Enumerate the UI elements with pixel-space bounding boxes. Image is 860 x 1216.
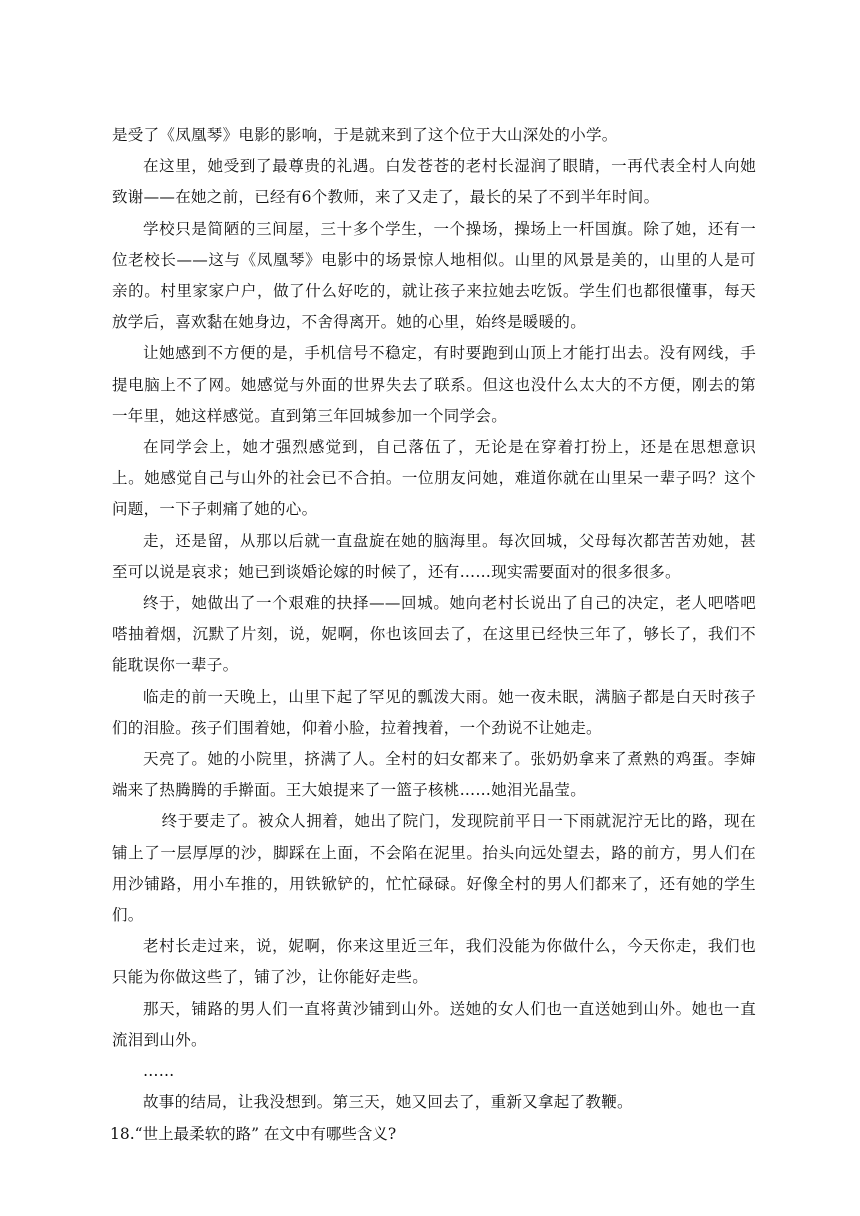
paragraph-10: 终于要走了。被众人拥着，她出了院门，发现院前平日一下雨就泥泞无比的路，现在铺上了一层厚厚的沙，脚踩在上面，不会陷在泥里。抬头向远处望去，路的前方，男人们在用沙铺路，用小车推的，用铁锨铲的，忙忙碌碌。好像全村的男人们都来了，还有她的学生们。 — [112, 812, 756, 925]
paragraph-5: 在同学会上，她才强烈感觉到，自己落伍了，无论是在穿着打扮上，还是在思想意识上。她感觉自己与山外的社会已不合拍。一位朋友问她，难道你就在山里呆一辈子吗？这个问题，一下子刺痛了她的心。 — [112, 438, 756, 519]
paragraph-12: 那天，铺路的男人们一直将黄沙铺到山外。送她的女人们也一直送她到山外。她也一直流泪到山外。 — [112, 999, 756, 1049]
paragraph-13: 故事的结局，让我没想到。第三天，她又回去了，重新又拿起了教鞭。 — [143, 1093, 633, 1112]
paragraph-8: 临走的前一天晚上，山里下起了罕见的瓢泼大雨。她一夜未眠，满脑子都是白天时孩子们的泪脸。孩子们围着她，仰着小脸，拉着拽着，一个劲说不让她走。 — [112, 687, 756, 737]
paragraph-4: 让她感到不方便的是，手机信号不稳定，有时要跑到山顶上才能打出去。没有网线，手提电脑上不了网。她感觉与外面的世界失去了联系。但这也没什么太大的不方便，刚去的第一年里，她这样感觉。直到第三年回城参加一个同学会。 — [112, 344, 756, 425]
paragraph-7: 终于，她做出了一个艰难的抉择——回城。她向老村长说出了自己的决定，老人吧嗒吧嗒抽着烟，沉默了片刻，说，妮啊，你也该回去了，在这里已经快三年了，够长了，我们不能耽误你一辈子。 — [112, 594, 756, 675]
paragraph-6: 走，还是留，从那以后就一直盘旋在她的脑海里。每次回城，父母每次都苦苦劝她，甚至可以说是哀求；她已到谈婚论嫁的时候了，还有……现实需要面对的很多很多。 — [112, 531, 756, 581]
question-18: 18.“世上最柔软的路” 在文中有哪些含义? — [110, 1124, 397, 1143]
ellipsis-line: …… — [143, 1062, 175, 1081]
paragraph-1: 是受了《凤凰琴》电影的影响，于是就来到了这个位于大山深处的小学。 — [112, 126, 618, 144]
paragraph-3: 学校只是简陋的三间屋，三十多个学生，一个操场，操场上一杆国旗。除了她，还有一位老校长——这与《凤凰琴》电影中的场景惊人地相似。山里的风景是美的，山里的人是可亲的。村里家家户户，做了什么好吃的，就让孩子来拉她去吃饭。学生们也都很懂事，每天放学后，喜欢黏在她身边，不舍得离开。她的心里，始终是暖暖的。 — [112, 219, 756, 332]
paragraph-2: 在这里，她受到了最尊贵的礼遇。白发苍苍的老村长湿润了眼睛，一再代表全村人向她致谢——在她之前，已经有6个教师，来了又走了，最长的呆了不到半年时间。 — [112, 157, 756, 207]
paragraph-11: 老村长走过来，说，妮啊，你来这里近三年，我们没能为你做什么，今天你走，我们也只能为你做这些了，铺了沙，让你能好走些。 — [112, 937, 756, 987]
paragraph-9: 天亮了。她的小院里，挤满了人。全村的妇女都来了。张奶奶拿来了煮熟的鸡蛋。李婶端来了热腾腾的手擀面。王大娘提来了一篮子核桃……她泪光晶莹。 — [112, 750, 756, 800]
